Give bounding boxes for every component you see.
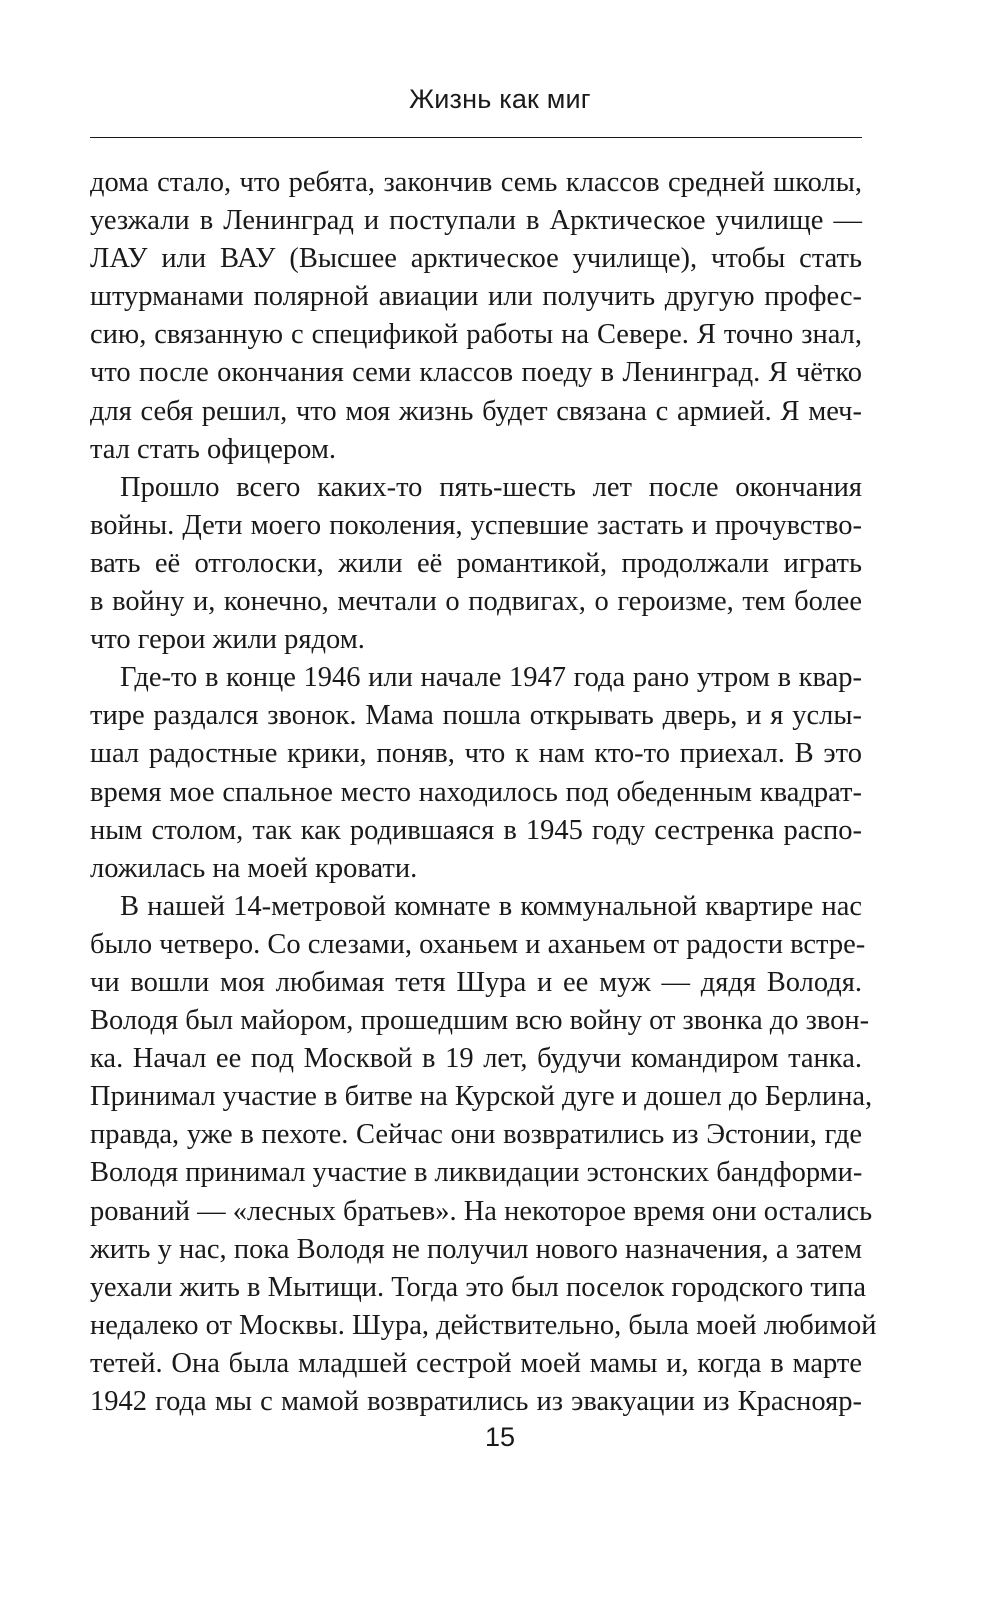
header-rule <box>90 137 862 138</box>
text-line: ка. Начал ее под Москвой в 19 лет, будучи командиром танка. <box>90 1043 862 1075</box>
text-line: в войну и, конечно, мечтали о подвигах, о героизме, тем более <box>90 586 862 618</box>
text-line: Володя принимал участие в ликвидации эстонских бандформи- <box>90 1157 863 1189</box>
text-line: ложилась на моей кровати. <box>90 852 418 884</box>
text-line: 1942 года мы с мамой возвратились из эвакуации из Краснояр- <box>90 1386 862 1417</box>
text-line: Где-то в конце 1946 или начале 1947 года рано утром в квар- <box>120 662 862 694</box>
text-line: тире раздался звонок. Мама пошла открывать дверь, и я услы- <box>90 700 862 732</box>
text-line: правда, уже в пехоте. Сейчас они возвратились из Эстонии, где <box>90 1119 862 1151</box>
text-line: Прошло всего каких-то пять-шесть лет после окончания <box>120 471 862 503</box>
text-line: что после окончания семи классов поеду в Ленинград. Я чётко <box>90 357 862 389</box>
running-title: Жизнь как миг <box>409 84 591 114</box>
text-line: ным столом, так как родившаяся в 1945 году сестренка распо- <box>90 814 862 846</box>
text-line: вать её отголоски, жили её романтикой, продолжали играть <box>90 547 862 579</box>
text-line: тал стать офицером. <box>90 433 336 465</box>
text-line: тетей. Она была младшей сестрой моей мамы и, когда в марте <box>90 1347 862 1379</box>
body-text <box>90 164 877 1421</box>
text-line: недалеко от Москвы. Шура, действительно, была моей любимой <box>90 1309 877 1341</box>
page-number: 15 <box>484 1422 516 1452</box>
text-line: Володя был майором, прошедшим всю войну от звонка до звон- <box>90 1005 870 1037</box>
text-line: жить у нас, пока Володя не получил нового назначения, а затем <box>90 1233 862 1265</box>
text-line: ЛАУ или ВАУ (Высшее арктическое училище), чтобы стать <box>90 243 862 275</box>
text-line: время мое спальное место находилось под обеденным квадрат- <box>90 776 862 808</box>
text-line: чи вошли моя любимая тетя Шура и ее муж — дядя Володя. <box>90 966 862 998</box>
text-line: что герои жили рядом. <box>90 624 365 656</box>
text-line: В нашей 14-метровой комнате в коммунальной квартире нас <box>120 890 862 922</box>
text-line: штурманами полярной авиации или получить другую профес- <box>90 281 862 313</box>
text-line: сию, связанную с спецификой работы на Севере. Я точно знал, <box>90 319 862 351</box>
text-line: уехали жить в Мытищи. Тогда это был поселок городского типа <box>90 1271 866 1303</box>
text-line: Принимал участие в битве на Курской дуге и дошел до Берлина, <box>90 1081 873 1113</box>
text-line: шал радостные крики, поняв, что к нам кто-то приехал. В это <box>90 738 862 770</box>
text-line: уезжали в Ленинград и поступали в Арктическое училище — <box>90 205 862 237</box>
text-line: было четверо. Со слезами, оханьем и аханьем от радости встре- <box>90 928 866 960</box>
text-line: рований — «лесных братьев». На некоторое время они остались <box>90 1195 873 1227</box>
text-line: войны. Дети моего поколения, успевшие застать и прочувство- <box>90 509 862 541</box>
text-line: для себя решил, что моя жизнь будет связана с армией. Я меч- <box>90 395 862 427</box>
text-line: дома стало, что ребята, закончив семь классов средней школы, <box>90 167 862 198</box>
